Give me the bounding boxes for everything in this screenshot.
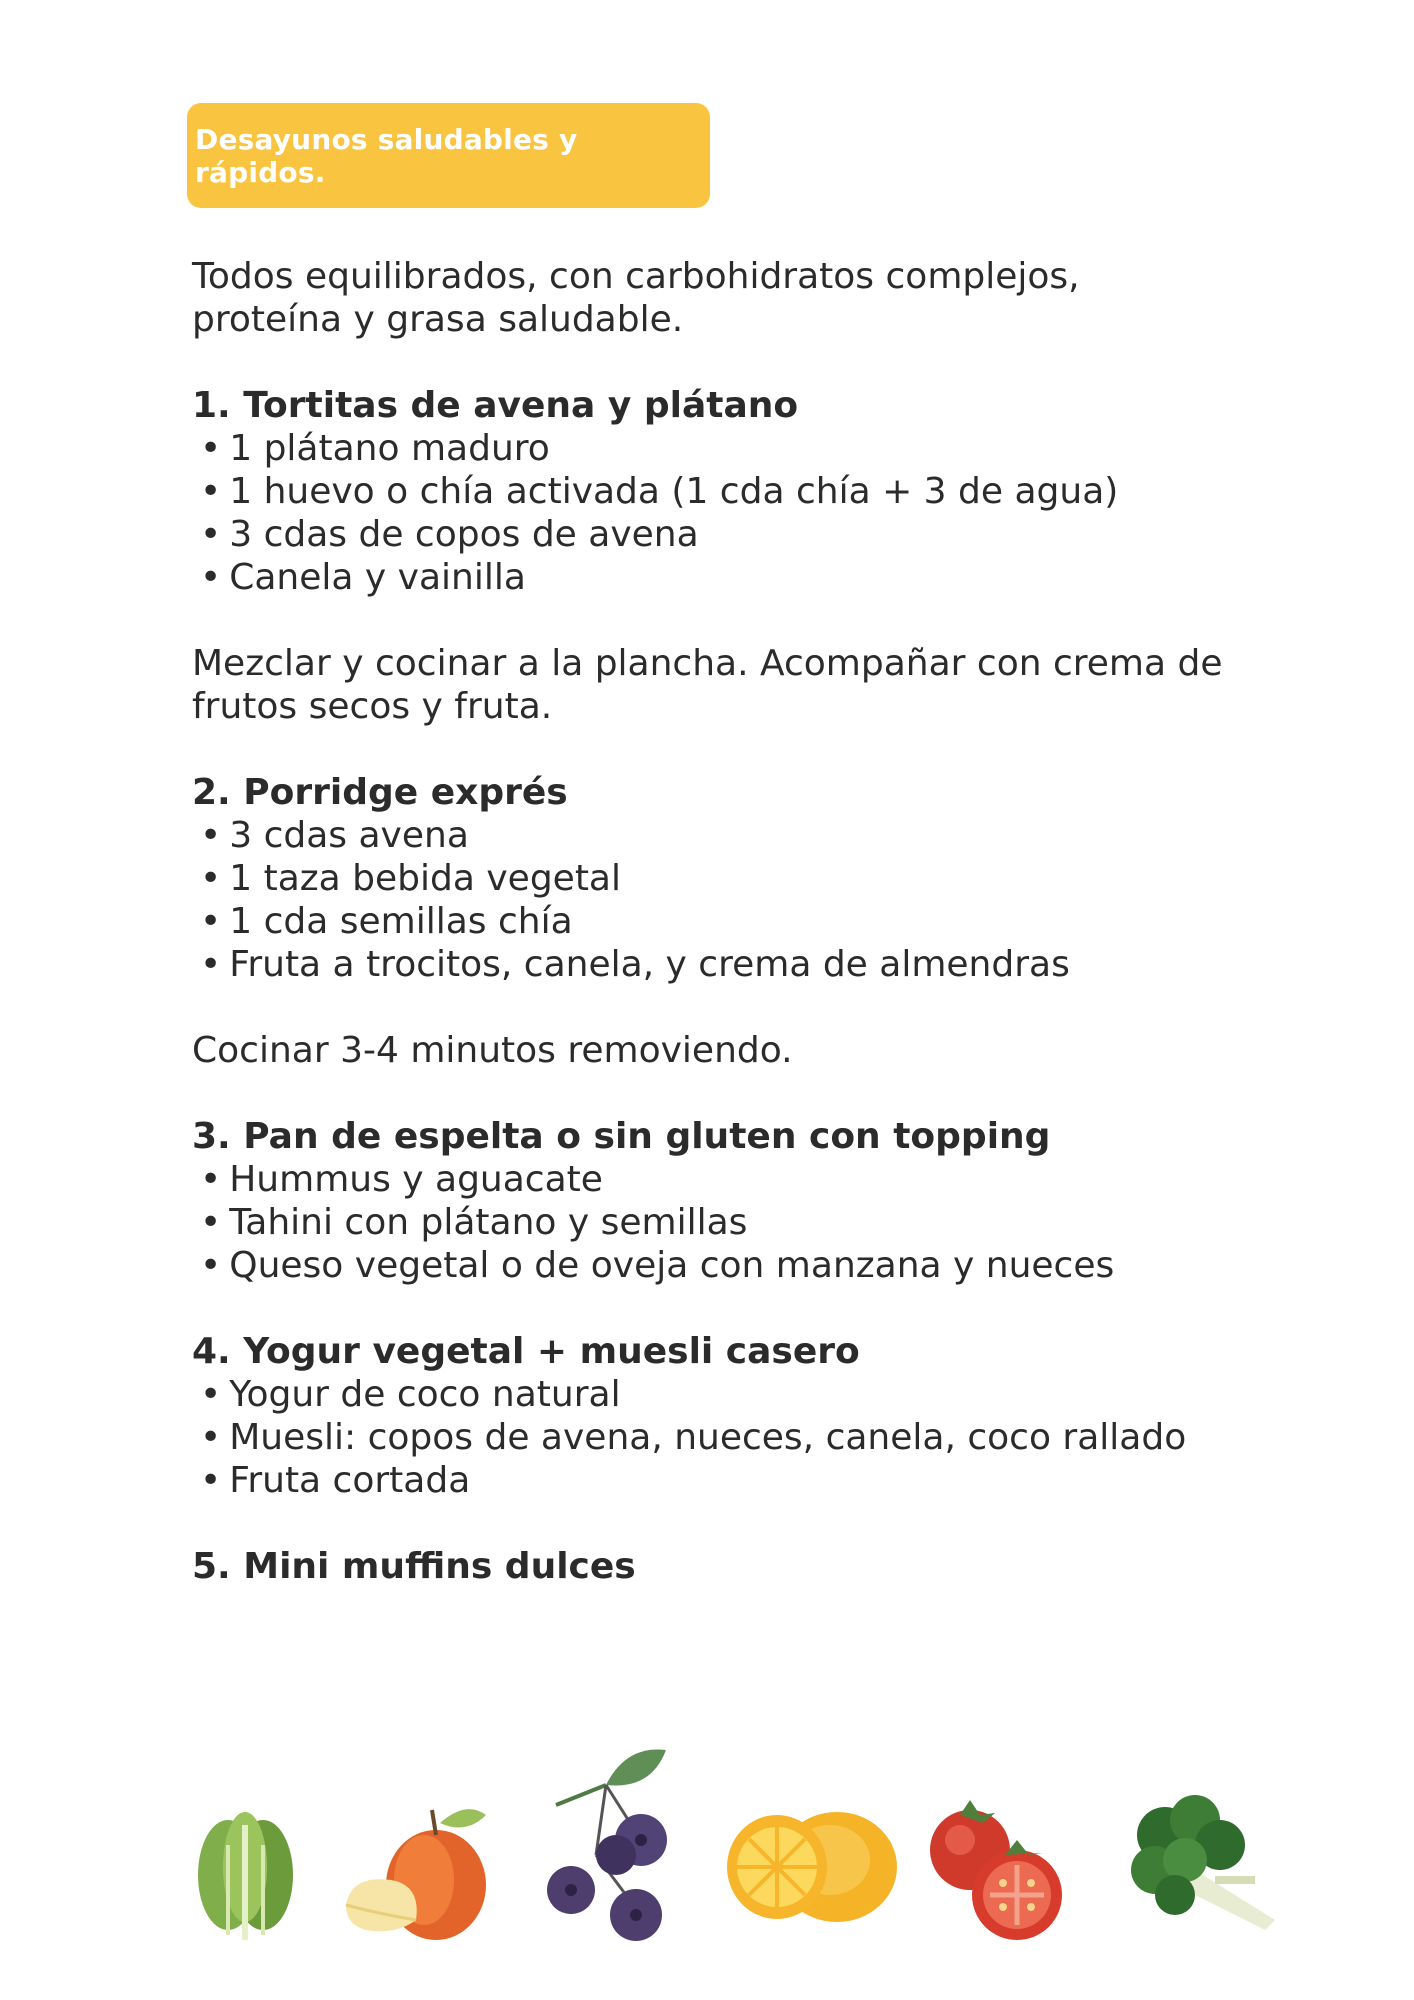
intro-line: proteína y grasa saludable. <box>192 299 684 340</box>
ingredient-item: • 3 cdas avena <box>192 814 1292 857</box>
ingredient-item: • 3 cdas de copos de avena <box>192 513 1292 556</box>
recipe-note: frutos secos y fruta. <box>192 686 553 727</box>
ingredient-item: • 1 taza bebida vegetal <box>192 857 1292 900</box>
page-title: Desayunos saludables y rápidos. <box>195 122 578 189</box>
title-badge <box>187 103 710 208</box>
ingredient-item: • Tahini con plátano y semillas <box>192 1201 1292 1244</box>
recipe-heading: 1. Tortitas de avena y plátano <box>192 385 799 426</box>
tomato-icon <box>925 1785 1075 1945</box>
ingredient-item: • Fruta a trocitos, canela, y crema de almendras <box>192 943 1292 986</box>
vegetable-illustrations <box>180 1745 1300 1965</box>
ingredient-item: • Yogur de coco natural <box>192 1373 1292 1416</box>
ingredient-item: • Hummus y aguacate <box>192 1158 1292 1201</box>
recipe-heading: 5. Mini muffins dulces <box>192 1546 636 1587</box>
ingredient-list <box>192 1373 1292 1502</box>
ingredient-list <box>192 814 1292 986</box>
ingredient-item: • 1 plátano maduro <box>192 427 1292 470</box>
blueberries-icon <box>536 1745 696 1945</box>
intro-line: Todos equilibrados, con carbohidratos complejos, <box>192 256 1080 297</box>
ingredient-item: • Canela y vainilla <box>192 556 1292 599</box>
ingredient-list <box>192 427 1292 599</box>
recipe-note: Mezclar y cocinar a la plancha. Acompañar con crema de <box>192 643 1223 684</box>
ingredient-item: • 1 huevo o chía activada (1 cda chía + 3 de agua) <box>192 470 1292 513</box>
ingredient-item: • Fruta cortada <box>192 1459 1292 1502</box>
recipe-heading: 3. Pan de espelta o sin gluten con topping <box>192 1116 1051 1157</box>
ingredient-item: • Queso vegetal o de oveja con manzana y nueces <box>192 1244 1292 1287</box>
recipe-heading: 2. Porridge exprés <box>192 772 568 813</box>
recipe-heading: 4. Yogur vegetal + muesli casero <box>192 1331 860 1372</box>
ingredient-list <box>192 1158 1292 1287</box>
lemon-icon <box>722 1805 902 1935</box>
lettuce-icon <box>188 1805 303 1945</box>
recipe-note: Cocinar 3-4 minutos removiendo. <box>192 1030 793 1071</box>
broccoli-icon <box>1125 1785 1290 1945</box>
ingredient-item: • 1 cda semillas chía <box>192 900 1292 943</box>
recipe-content <box>192 255 1292 1588</box>
ingredient-item: • Muesli: copos de avena, nueces, canela, coco rallado <box>192 1416 1292 1459</box>
apple-icon <box>336 1785 496 1945</box>
